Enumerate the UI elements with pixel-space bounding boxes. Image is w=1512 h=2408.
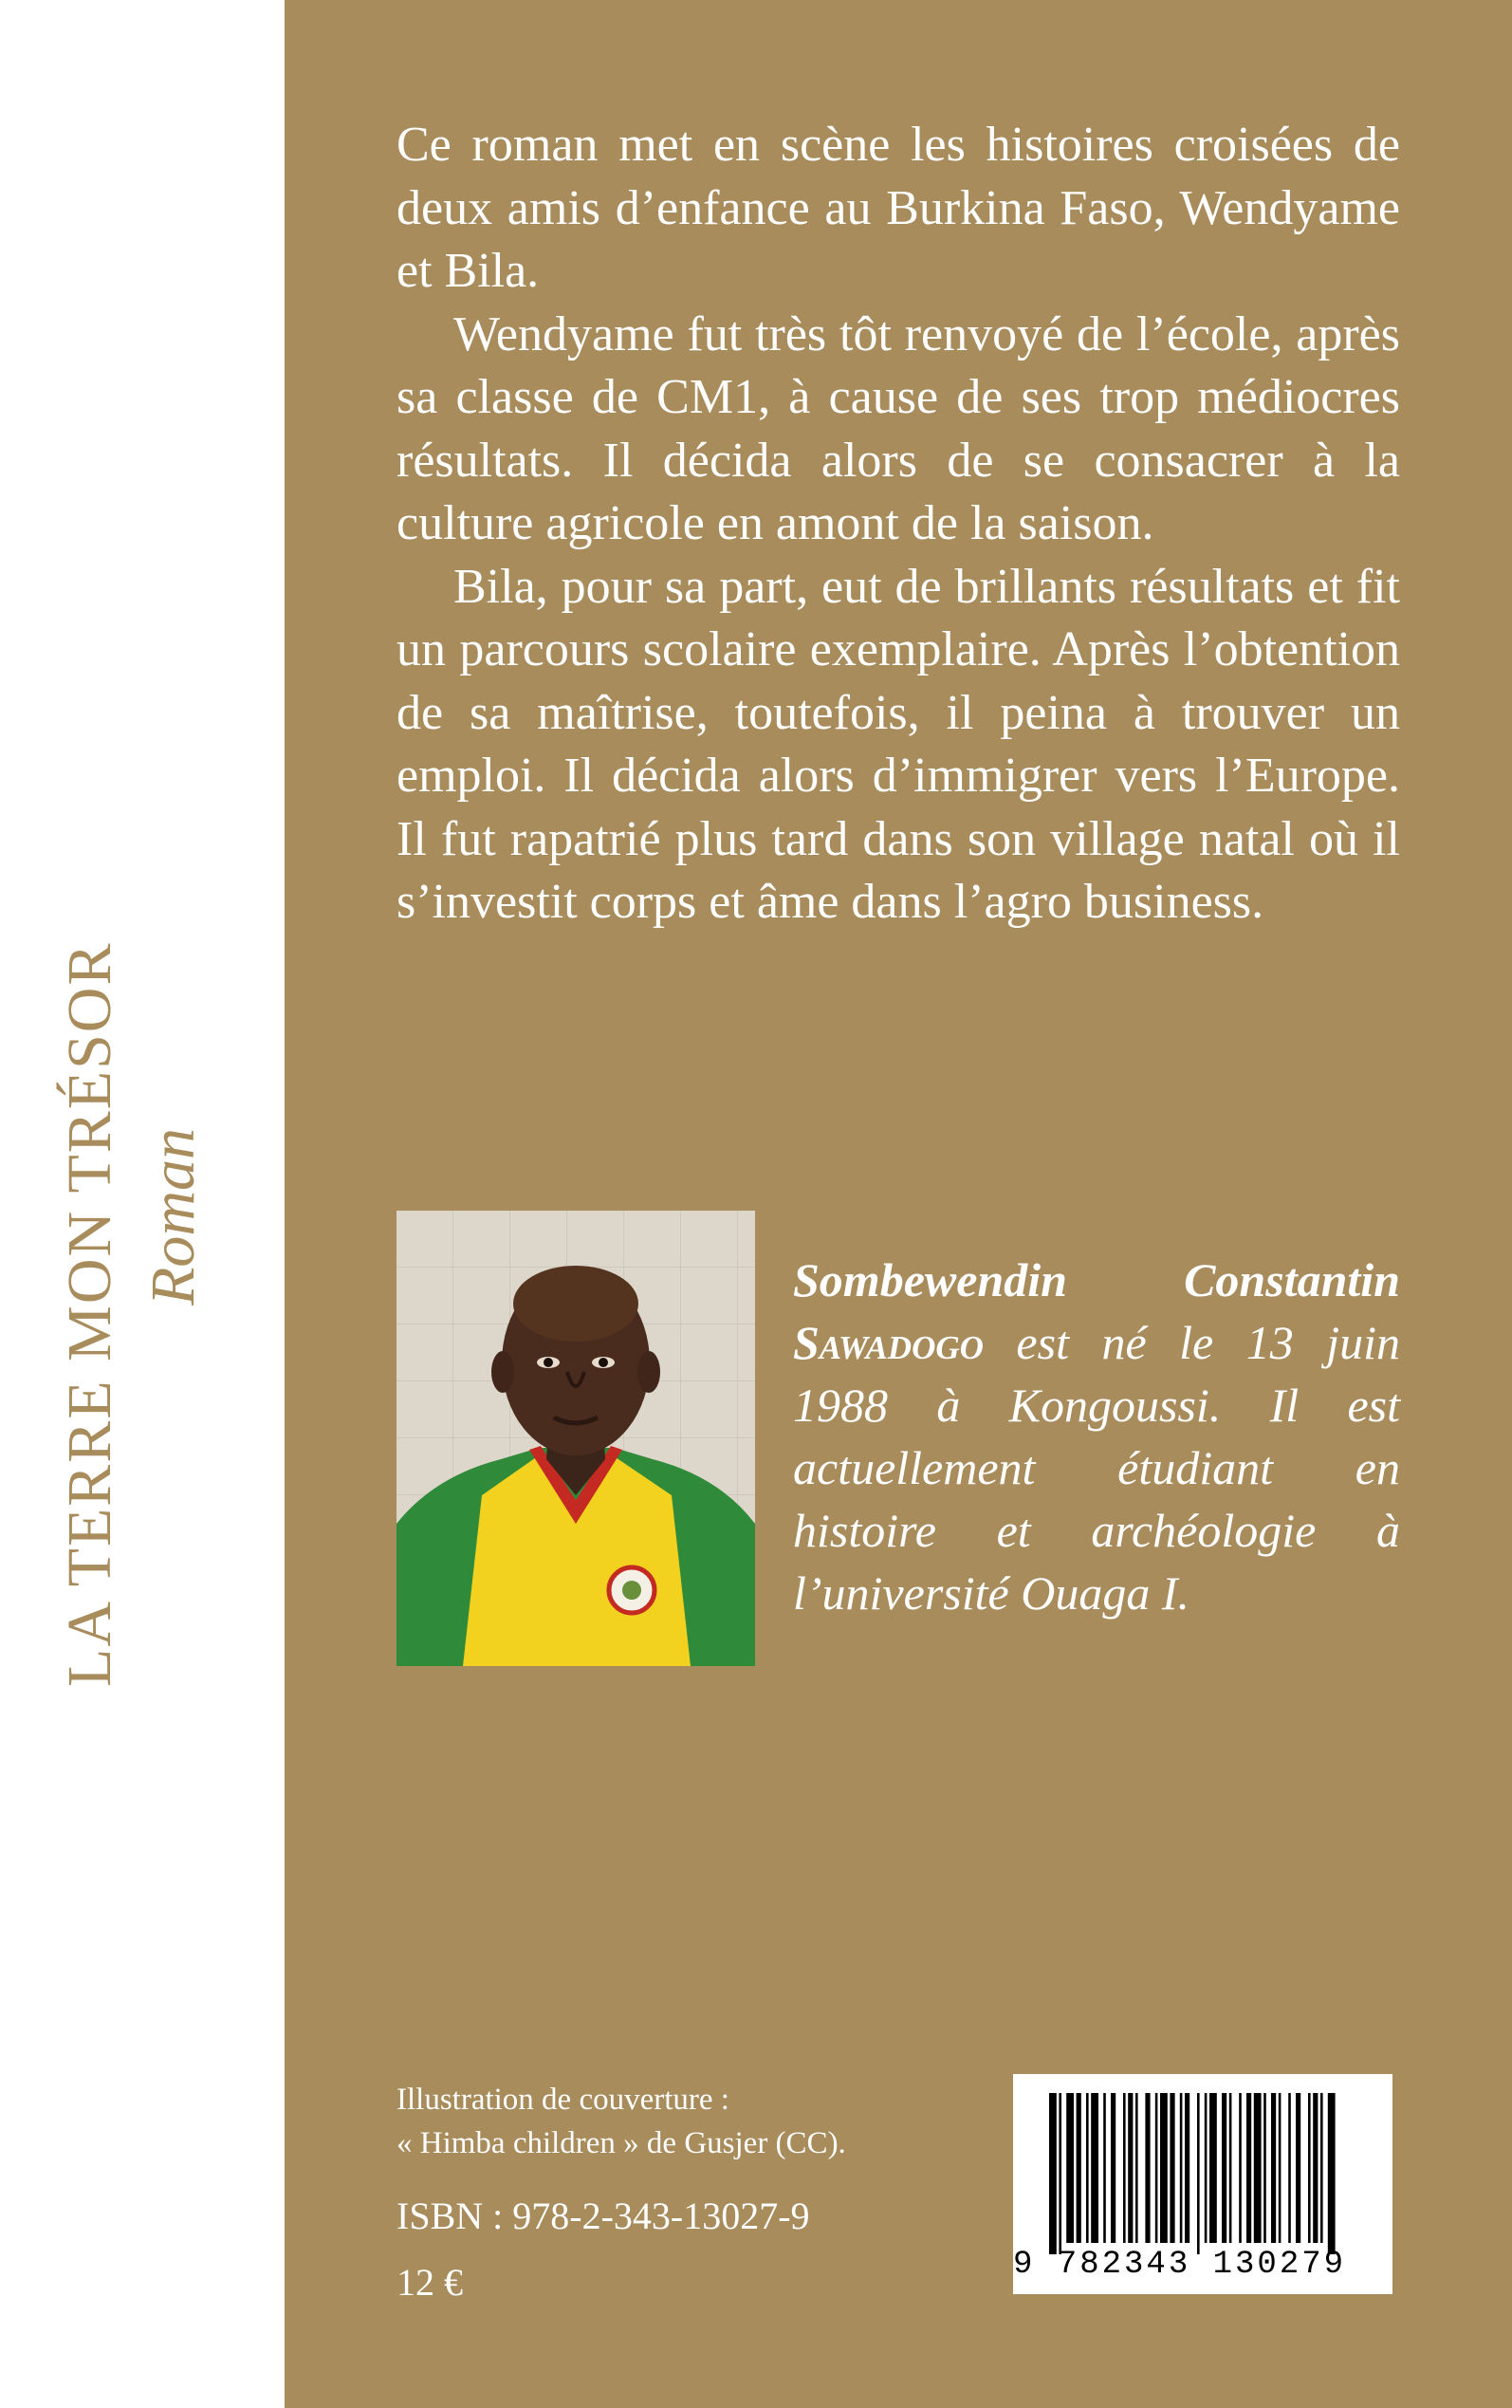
isbn: ISBN : 978-2-343-13027-9 <box>396 2195 810 2237</box>
spine-text-group <box>0 0 285 2408</box>
author-bio-text: est né le 13 juin 1988 à Kongoussi. Il est actuellement étudiant en histoire et archéologie à l’université Ouaga I. <box>793 1316 1400 1620</box>
barcode-bar <box>1313 2093 1318 2243</box>
author-portrait-image <box>396 1211 755 1666</box>
cover-credit <box>396 2078 846 2165</box>
barcode-bar <box>1077 2093 1081 2243</box>
barcode-bar <box>1160 2093 1168 2243</box>
spine-subtitle: Roman <box>138 1128 208 1306</box>
barcode-bar <box>1209 2093 1217 2243</box>
barcode-bar <box>1145 2093 1150 2243</box>
barcode-bar <box>1185 2093 1189 2243</box>
barcode-bar <box>1086 2093 1089 2243</box>
spine <box>0 0 285 2408</box>
barcode-bar <box>1059 2093 1061 2254</box>
blurb-paragraph-2: Wendyame fut très tôt renvoyé de l’école, après sa classe de CM1, à cause de ses trop médiocres résultats. Il décida alors de se consacrer à la culture agricole en amont de la saison. <box>396 306 1400 550</box>
barcode-bar <box>1111 2093 1116 2243</box>
barcode-bar <box>1155 2093 1158 2243</box>
barcode-bar <box>1271 2093 1276 2243</box>
barcode-bar <box>1091 2093 1098 2243</box>
barcode-bar <box>1254 2093 1262 2243</box>
barcode-bar <box>1103 2093 1106 2243</box>
blurb-paragraph-1: Ce roman met en scène les histoires croisées de deux amis d’enfance au Burkina Faso, Wendyame et Bila. <box>396 118 1400 298</box>
barcode-bar <box>1246 2093 1251 2243</box>
barcode-bar <box>1279 2093 1282 2243</box>
barcode <box>1013 2074 1392 2294</box>
barcode-bar <box>1288 2093 1291 2243</box>
barcode-bar <box>1308 2093 1311 2243</box>
credit-line-1: Illustration de couverture : <box>396 2083 729 2117</box>
barcode-bar <box>1328 2093 1336 2254</box>
barcode-bar <box>1320 2093 1323 2243</box>
spine-title: LA TERRE MON TRÉSOR <box>55 941 124 1687</box>
barcode-bar <box>1123 2093 1126 2243</box>
barcode-bar <box>1049 2093 1057 2254</box>
barcode-bar <box>1197 2093 1200 2254</box>
barcode-bar <box>1180 2093 1183 2243</box>
barcode-bar <box>1263 2093 1266 2243</box>
barcode-bar <box>1128 2093 1133 2243</box>
barcode-bar <box>1135 2093 1138 2243</box>
barcode-bar <box>1222 2093 1226 2243</box>
barcode-bar <box>1205 2093 1208 2243</box>
barcode-bar <box>1066 2093 1074 2243</box>
barcode-bar <box>1239 2093 1242 2243</box>
blurb-paragraph-3: Bila, pour sa part, eut de brillants résultats et fit un parcours scolaire exemplaire. Après l’obtention de sa maîtrise, toutefois, il peina à trouver un emploi. Il décida alors d’immigrer vers l’Europe. Il fut rapatrié plus tard dans son village natal où il s’investit corps et âme dans l’agro business. <box>396 559 1400 929</box>
credit-line-2: « Himba children » de Gusjer (CC). <box>396 2126 846 2160</box>
barcode-digits: 9 782343 130279 <box>1013 2247 1347 2283</box>
author-surname: Sawadogo <box>793 1316 984 1369</box>
barcode-bar <box>1170 2093 1174 2243</box>
author-first-names: Sombewendin Constantin <box>793 1253 1400 1306</box>
barcode-bar <box>1296 2093 1300 2243</box>
author-bio <box>793 1249 1400 1624</box>
blurb <box>396 114 1400 935</box>
author-photo <box>396 1211 755 1666</box>
barcode-bar <box>1229 2093 1232 2243</box>
price: 12 € <box>396 2261 463 2304</box>
